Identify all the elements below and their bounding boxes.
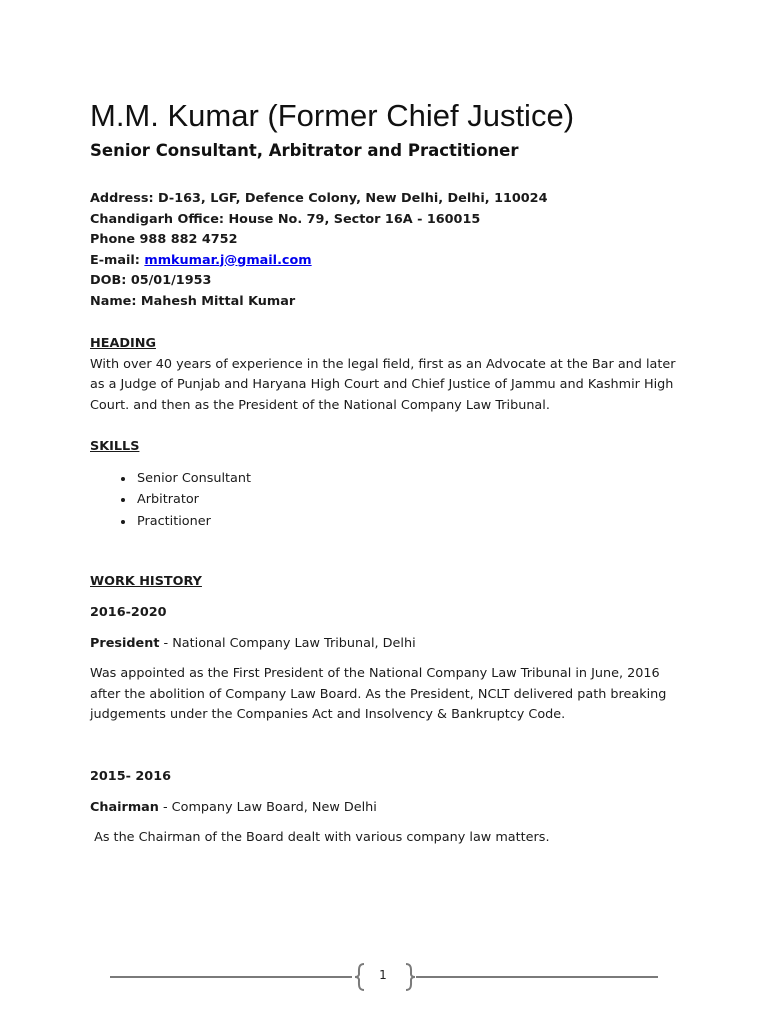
page-number: 1 bbox=[379, 968, 387, 982]
list-item: • Senior Consultant bbox=[135, 468, 685, 490]
name-line: Name: Mahesh Mittal Kumar bbox=[90, 293, 296, 309]
left-brace-icon bbox=[352, 962, 368, 992]
email-line bbox=[90, 251, 685, 272]
email-label: E-mail: bbox=[90, 252, 145, 268]
work-entry-role-line bbox=[90, 798, 685, 819]
page-title: M.M. Kumar (Former Chief Justice) bbox=[90, 98, 575, 133]
work-entry-role: Chairman bbox=[90, 799, 159, 815]
resume-header bbox=[90, 96, 685, 312]
work-entry-2 bbox=[90, 767, 685, 849]
footer-divider-right bbox=[416, 976, 658, 978]
list-item: • Arbitrator bbox=[135, 489, 685, 511]
page-subtitle: Senior Consultant, Arbitrator and Practitioner bbox=[90, 141, 519, 160]
work-history-heading: WORK HISTORY bbox=[90, 574, 202, 589]
footer-divider-left bbox=[110, 976, 352, 978]
work-entry-org: - National Company Law Tribunal, Delhi bbox=[159, 635, 416, 651]
heading-section-text: With over 40 years of experience in the legal field, first as an Advocate at the Bar and later as a Judge of Punjab and Haryana High Court and Chief Justice of Jammu and Kashmir High Court. and then as the President of the National Company Law Tribunal. bbox=[90, 356, 676, 413]
work-history-title bbox=[90, 572, 685, 593]
heading-section-title: HEADING bbox=[90, 336, 156, 351]
phone-line: Phone 988 882 4752 bbox=[90, 232, 238, 247]
contact-block bbox=[90, 189, 685, 312]
work-entry-description: As the Chairman of the Board dealt with various company law matters. bbox=[90, 830, 550, 845]
address-line: Address: D-163, LGF, Defence Colony, New Delhi, Delhi, 110024 bbox=[90, 191, 548, 206]
work-entry-years: 2016-2020 bbox=[90, 605, 167, 620]
skills-list bbox=[90, 468, 685, 533]
work-entry-role: President bbox=[90, 635, 160, 651]
work-entry-years: 2015- 2016 bbox=[90, 769, 171, 784]
heading-section bbox=[90, 334, 685, 416]
work-entry-1 bbox=[90, 603, 685, 726]
list-item: • Practitioner bbox=[135, 511, 685, 533]
email-link[interactable]: mmkumar.j@gmail.com bbox=[144, 252, 312, 268]
skills-section-title: SKILLS bbox=[90, 439, 140, 454]
work-entry-description: Was appointed as the First President of the National Company Law Tribunal in June, 2016 after the abolition of Company Law Board. As the President, NCLT delivered path breaking judgements under the Companies Act and Insolvency & Bankruptcy Code. bbox=[90, 666, 667, 722]
office-line: Chandigarh Office: House No. 79, Sector 16A - 160015 bbox=[90, 211, 481, 227]
work-entry-org: - Company Law Board, New Delhi bbox=[158, 799, 377, 815]
work-entry-role-line bbox=[90, 634, 685, 655]
dob-line: DOB: 05/01/1953 bbox=[90, 273, 212, 288]
page-footer bbox=[110, 962, 658, 992]
skills-section bbox=[90, 437, 685, 532]
